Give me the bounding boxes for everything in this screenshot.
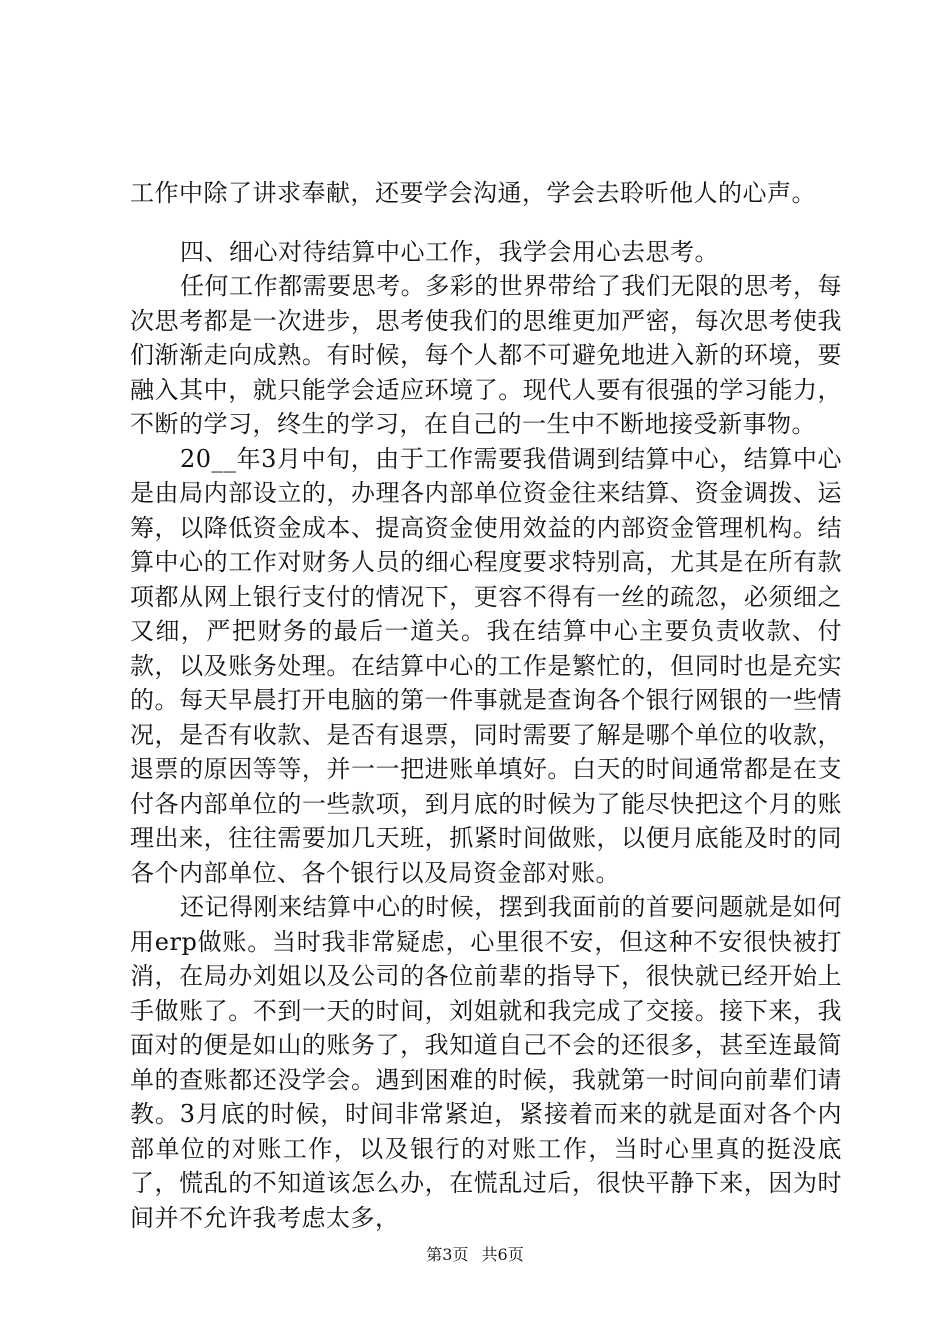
paragraph: 20__年3月中旬，由于工作需要我借调到结算中心，结算中心是由局内部设立的，办理各内部单位资金往来结算、资金调拨、运筹，以降低资金成本、提高资金使用效益的内部资金管理机构。结算中心的工作对财务人员的细心程度要求特别高，尤其是在所有款项都从网上银行支付的情况下，更容不得有一丝的疏忽，必须细之又细，严把财务的最后一道关。我在结算中心主要负责收款、付款，以及账务处理。在结算中心的工作是繁忙的，但同时也是充实的。每天早晨打开电脑的第一件事就是查询各个银行网银的一些情况，是否有收款、是否有退票，同时需要了解是哪个单位的收款，退票的原因等等，并一一把进账单填好。白天的时间通常都是在支付各内部单位的一些款项，到月底的时候为了能尽快把这个月的账理出来，往往需要加几天班，抓紧时间做账，以便月底能及时的同各个内部单位、各个银行以及局资金部对账。 (130, 444, 842, 887)
document-body (130, 176, 842, 1235)
paragraph: 还记得刚来结算中心的时候，摆到我面前的首要问题就是如何用erp做账。当时我非常疑虑，心里很不安，但这种不安很快被打消，在局办刘姐以及公司的各位前辈的指导下，很快就已经开始上手做账了。不到一天的时间，刘姐就和我完成了交接。接下来，我面对的便是如山的账务了，我知道自己不会的还很多，甚至连最简单的查账都还没学会。遇到困难的时候，我就第一时间向前辈们请教。3月底的时候，时间非常紧迫，紧接着而来的就是面对各个内部单位的对账工作，以及银行的对账工作，当时心里真的挺没底了，慌乱的不知道该怎么办，在慌乱过后，很快平静下来，因为时间并不允许我考虑太多， (130, 893, 842, 1232)
page-number: 第3页 (426, 1245, 469, 1264)
page-footer (0, 1244, 950, 1266)
section-heading: 四、细心对待结算中心工作，我学会用心去思考。 (180, 237, 719, 266)
paragraph-continuation: 工作中除了讲求奉献，还要学会沟通，学会去聆听他人的心声。 (130, 179, 816, 207)
paragraph: 任何工作都需要思考。多彩的世界带给了我们无限的思考，每次思考都是一次进步，思考使我们的思维更加严密，每次思考使我们渐渐走向成熟。有时候，每个人都不可避免地进入新的环境，要融入其中，就只能学会适应环境了。现代人要有很强的学习能力，不断的学习，终生的学习，在自己的一生中不断地接受新事物。 (130, 272, 842, 438)
page-total: 共6页 (481, 1245, 524, 1264)
